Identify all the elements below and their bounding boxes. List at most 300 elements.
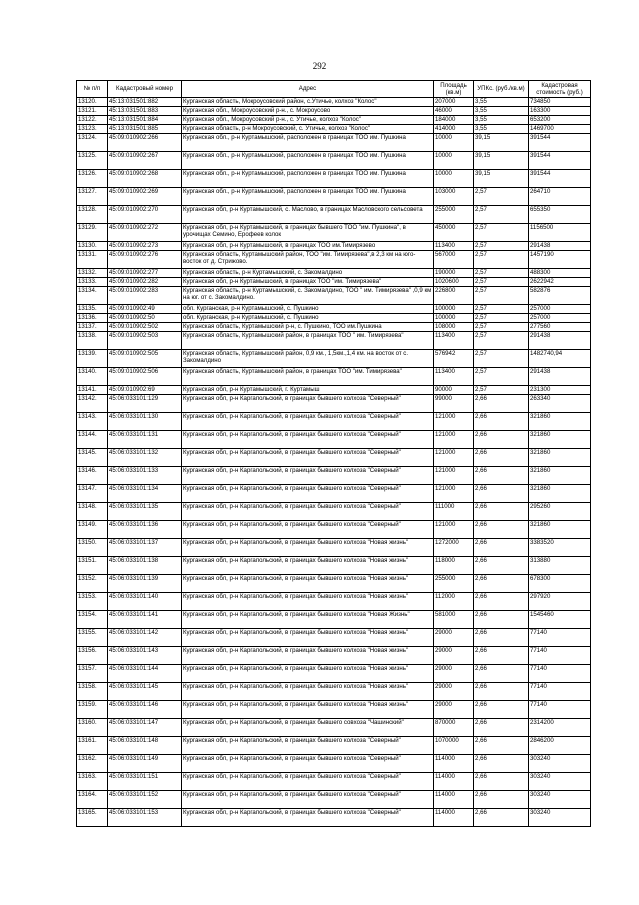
row-number: 13126. <box>77 170 108 188</box>
upks: 2,66 <box>474 449 529 467</box>
table-row <box>77 557 591 575</box>
row-number: 13163. <box>77 773 108 791</box>
table-row <box>77 251 591 269</box>
address: Курганская обл, р-н Каргапольский, в границах бывшего колхоза "Новая жизнь" <box>182 683 434 701</box>
table-row <box>77 611 591 629</box>
cadastral-number: 45:06:033101:143 <box>108 647 182 665</box>
area: 114000 <box>434 809 474 827</box>
table-row <box>77 368 591 386</box>
cadastral-number: 45:06:033101:129 <box>108 395 182 413</box>
upks: 2,57 <box>474 251 529 269</box>
cadastral-number: 45:06:033101:149 <box>108 755 182 773</box>
cadastral-number: 45:09:010902:503 <box>108 332 182 350</box>
address: Курганская обл, р-н Каргапольский, в границах бывшего колхоза "Северный" <box>182 737 434 755</box>
table-row <box>77 395 591 413</box>
cadastral-number: 45:13:031501:883 <box>108 107 182 116</box>
table-row <box>77 278 591 287</box>
cadastral-cost: 734850 <box>529 98 591 107</box>
area: 414000 <box>434 125 474 134</box>
table-row <box>77 170 591 188</box>
address: Курганская область, Куртамышский р-н, с. Пушкино, ТОО им.Пушкина <box>182 323 434 332</box>
table-row <box>77 206 591 224</box>
table-row <box>77 791 591 809</box>
row-number: 13146. <box>77 467 108 485</box>
address: Курганская обл, р-н Каргапольский, в границах бывшего колхоза "Новая жизнь" <box>182 593 434 611</box>
cadastral-cost: 77140 <box>529 683 591 701</box>
cadastral-number: 45:09:010902:270 <box>108 206 182 224</box>
upks: 3,55 <box>474 98 529 107</box>
cadastral-number: 45:06:033101:141 <box>108 611 182 629</box>
table-row <box>77 683 591 701</box>
cadastral-cost: 77140 <box>529 647 591 665</box>
row-number: 13157. <box>77 665 108 683</box>
row-number: 13139. <box>77 350 108 368</box>
upks: 2,57 <box>474 368 529 386</box>
upks: 3,55 <box>474 107 529 116</box>
upks: 2,66 <box>474 791 529 809</box>
table-row <box>77 413 591 431</box>
area: 10000 <box>434 134 474 152</box>
table-row <box>77 134 591 152</box>
address: Курганская обл, р-н Каргапольский, в границах бывшего колхоза "Северный" <box>182 395 434 413</box>
cadastral-number: 45:06:033101:144 <box>108 665 182 683</box>
row-number: 13158. <box>77 683 108 701</box>
area: 29000 <box>434 701 474 719</box>
upks: 2,57 <box>474 188 529 206</box>
cadastral-cost: 303240 <box>529 755 591 773</box>
table-row <box>77 647 591 665</box>
cadastral-cost: 313880 <box>529 557 591 575</box>
cadastral-number: 45:09:010902:506 <box>108 368 182 386</box>
table-row <box>77 188 591 206</box>
cadastral-cost: 655350 <box>529 206 591 224</box>
cadastral-cost: 303240 <box>529 791 591 809</box>
area: 29000 <box>434 665 474 683</box>
area: 114000 <box>434 755 474 773</box>
cadastral-cost: 321860 <box>529 485 591 503</box>
table-row <box>77 737 591 755</box>
cadastral-number: 45:06:033101:145 <box>108 683 182 701</box>
table-row <box>77 449 591 467</box>
cadastral-number: 45:06:033101:137 <box>108 539 182 557</box>
row-number: 13123. <box>77 125 108 134</box>
area: 255000 <box>434 575 474 593</box>
address: Курганская обл, р-н Каргапольский, в границах бывшего колхоза "Северный" <box>182 485 434 503</box>
row-number: 13132. <box>77 269 108 278</box>
area: 576942 <box>434 350 474 368</box>
row-number: 13152. <box>77 575 108 593</box>
upks: 2,57 <box>474 269 529 278</box>
area: 114000 <box>434 773 474 791</box>
address: Курганская обл, р-н Куртамышский, с. Маслово, в границах Масловского сельсовета <box>182 206 434 224</box>
area: 121000 <box>434 485 474 503</box>
area: 113400 <box>434 332 474 350</box>
address: Курганская обл, р-н Каргапольский, в границах бывшего колхоза "Северный" <box>182 431 434 449</box>
upks: 2,66 <box>474 431 529 449</box>
upks: 2,66 <box>474 521 529 539</box>
row-number: 13151. <box>77 557 108 575</box>
area: 111000 <box>434 503 474 521</box>
address: Курганская обл, р-н Каргапольский, в границах бывшего колхоза "Новая жизнь" <box>182 557 434 575</box>
cadastral-cost: 297920 <box>529 593 591 611</box>
table-row <box>77 521 591 539</box>
upks: 39,15 <box>474 170 529 188</box>
area: 118000 <box>434 557 474 575</box>
cadastral-cost: 163300 <box>529 107 591 116</box>
row-number: 13156. <box>77 647 108 665</box>
cadastral-table <box>76 80 591 827</box>
cadastral-cost: 303240 <box>529 809 591 827</box>
cadastral-cost: 277560 <box>529 323 591 332</box>
area: 226800 <box>434 287 474 305</box>
row-number: 13149. <box>77 521 108 539</box>
row-number: 13125. <box>77 152 108 170</box>
address: Курганская обл., р-н Куртамышский, расположен в границах ТОО им. Пушкина <box>182 188 434 206</box>
area: 112000 <box>434 593 474 611</box>
address: Курганская область, р-н Куртамышский, с. Закомалдино, ТОО " им. Тимирязева" ,0,9 км на юг. от с. Закомалдино. <box>182 287 434 305</box>
cadastral-cost: 2622942 <box>529 278 591 287</box>
upks: 39,15 <box>474 152 529 170</box>
cadastral-cost: 321860 <box>529 431 591 449</box>
upks: 2,66 <box>474 485 529 503</box>
address: Курганская обл, р-н Куртамышский, г. Куртамыш <box>182 386 434 395</box>
cadastral-cost: 264710 <box>529 188 591 206</box>
cadastral-number: 45:06:033101:133 <box>108 467 182 485</box>
address: Курганская обл, р-н Каргапольский, в границах бывшего колхоза "Новая жизнь" <box>182 647 434 665</box>
address: обл. Курганская, р-н Куртамышский, с. Пушкино <box>182 305 434 314</box>
cadastral-cost: 488300 <box>529 269 591 278</box>
cadastral-number: 45:06:033101:139 <box>108 575 182 593</box>
table-row <box>77 467 591 485</box>
cadastral-cost: 291438 <box>529 332 591 350</box>
cadastral-cost: 1545460 <box>529 611 591 629</box>
row-number: 13153. <box>77 593 108 611</box>
row-number: 13161. <box>77 737 108 755</box>
upks: 2,57 <box>474 332 529 350</box>
address: Курганская область, Мокроусовский район, с.Утичье, колхоз "Колос" <box>182 98 434 107</box>
address: Курганская обл, р-н Каргапольский, в границах бывшего колхоза "Новая Жизнь" <box>182 611 434 629</box>
area: 99000 <box>434 395 474 413</box>
upks: 2,66 <box>474 593 529 611</box>
table-row <box>77 665 591 683</box>
address: Курганская обл, р-н Куртамышский, в границах ТОО им.Тимирязево <box>182 242 434 251</box>
upks: 2,57 <box>474 323 529 332</box>
cadastral-number: 45:13:031501:882 <box>108 98 182 107</box>
cadastral-cost: 1156500 <box>529 224 591 242</box>
row-number: 13147. <box>77 485 108 503</box>
cadastral-number: 45:09:010902:69 <box>108 386 182 395</box>
area: 207000 <box>434 98 474 107</box>
upks: 2,66 <box>474 629 529 647</box>
area: 100000 <box>434 305 474 314</box>
row-number: 13164. <box>77 791 108 809</box>
table-row <box>77 242 591 251</box>
area: 100000 <box>434 314 474 323</box>
row-number: 13159. <box>77 701 108 719</box>
table-row <box>77 755 591 773</box>
upks: 2,66 <box>474 737 529 755</box>
table-row <box>77 503 591 521</box>
upks: 2,66 <box>474 701 529 719</box>
cadastral-cost: 321860 <box>529 521 591 539</box>
row-number: 13143. <box>77 413 108 431</box>
address: Курганская обл, р-н Каргапольский, в границах бывшего колхоза "Новая жизнь" <box>182 539 434 557</box>
cadastral-number: 45:09:010902:266 <box>108 134 182 152</box>
area: 121000 <box>434 431 474 449</box>
cadastral-number: 45:06:033101:134 <box>108 485 182 503</box>
address: Курганская обл, р-н Каргапольский, в границах бывшего колхоза "Северный" <box>182 521 434 539</box>
cadastral-cost: 391544 <box>529 170 591 188</box>
upks: 2,57 <box>474 386 529 395</box>
cadastral-cost: 257000 <box>529 314 591 323</box>
address: Курганская обл, р-н Каргапольский, в границах бывшего совхоза "Чашинский" <box>182 719 434 737</box>
table-row <box>77 350 591 368</box>
area: 190000 <box>434 269 474 278</box>
table-row <box>77 485 591 503</box>
row-number: 13148. <box>77 503 108 521</box>
cadastral-number: 45:09:010902:505 <box>108 350 182 368</box>
cadastral-cost: 295260 <box>529 503 591 521</box>
cadastral-number: 45:09:010902:268 <box>108 170 182 188</box>
row-number: 13133. <box>77 278 108 287</box>
table-row <box>77 593 591 611</box>
row-number: 13140. <box>77 368 108 386</box>
address: Курганская обл, р-н Каргапольский, в границах бывшего колхоза "Северный" <box>182 791 434 809</box>
area: 121000 <box>434 521 474 539</box>
table-row <box>77 539 591 557</box>
cadastral-number: 45:06:033101:147 <box>108 719 182 737</box>
area: 121000 <box>434 449 474 467</box>
cadastral-cost: 263340 <box>529 395 591 413</box>
upks: 39,15 <box>474 134 529 152</box>
address: Курганская обл, р-н Каргапольский, в границах бывшего колхоза "Новая жизнь" <box>182 575 434 593</box>
area: 121000 <box>434 467 474 485</box>
address: Курганская обл., Мокроусовский р-н., с. Утичье, колхоз "Колос" <box>182 116 434 125</box>
upks: 2,66 <box>474 413 529 431</box>
upks: 2,57 <box>474 278 529 287</box>
address: Курганская область, Куртамышский район, 0,9 км., 1,5км.,1,4 км. на восток от с. Закомалдино <box>182 350 434 368</box>
header-cadastral: Кадастровый номер <box>108 81 182 98</box>
address: Курганская обл, р-н Каргапольский, в границах бывшего колхоза "Северный" <box>182 413 434 431</box>
cadastral-number: 45:09:010902:50 <box>108 314 182 323</box>
upks: 2,57 <box>474 287 529 305</box>
area: 29000 <box>434 647 474 665</box>
table-body <box>77 98 591 827</box>
row-number: 13137. <box>77 323 108 332</box>
upks: 2,66 <box>474 773 529 791</box>
row-number: 13134. <box>77 287 108 305</box>
cadastral-cost: 678300 <box>529 575 591 593</box>
cadastral-number: 45:09:010902:267 <box>108 152 182 170</box>
row-number: 13141. <box>77 386 108 395</box>
address: Курганская область, Куртамышский район, в границах ТОО "им. Тимирязева" <box>182 368 434 386</box>
area: 10000 <box>434 152 474 170</box>
row-number: 13120. <box>77 98 108 107</box>
area: 29000 <box>434 629 474 647</box>
cadastral-number: 45:09:010902:277 <box>108 269 182 278</box>
upks: 2,66 <box>474 611 529 629</box>
cadastral-cost: 1469700 <box>529 125 591 134</box>
cadastral-number: 45:09:010902:282 <box>108 278 182 287</box>
cadastral-number: 45:06:033101:138 <box>108 557 182 575</box>
area: 113400 <box>434 368 474 386</box>
cadastral-cost: 77140 <box>529 701 591 719</box>
cadastral-number: 45:09:010902:272 <box>108 224 182 242</box>
cadastral-number: 45:06:033101:151 <box>108 773 182 791</box>
cadastral-number: 45:06:033101:153 <box>108 809 182 827</box>
cadastral-cost: 653200 <box>529 116 591 125</box>
address: Курганская обл, р-н Каргапольский, в границах бывшего колхоза "Северный" <box>182 449 434 467</box>
upks: 2,57 <box>474 224 529 242</box>
row-number: 13154. <box>77 611 108 629</box>
cadastral-cost: 303240 <box>529 773 591 791</box>
cadastral-number: 45:06:033101:152 <box>108 791 182 809</box>
cadastral-cost: 391544 <box>529 152 591 170</box>
upks: 2,66 <box>474 665 529 683</box>
table-row <box>77 323 591 332</box>
area: 29000 <box>434 683 474 701</box>
cadastral-cost: 77140 <box>529 665 591 683</box>
row-number: 13136. <box>77 314 108 323</box>
area: 103000 <box>434 188 474 206</box>
upks: 2,57 <box>474 350 529 368</box>
upks: 2,66 <box>474 755 529 773</box>
cadastral-number: 45:09:010902:273 <box>108 242 182 251</box>
address: Курганская обл, р-н Каргапольский, в границах бывшего колхоза "Северный" <box>182 755 434 773</box>
upks: 2,66 <box>474 719 529 737</box>
area: 255000 <box>434 206 474 224</box>
address: Курганская область, Куртамышский район, в границах ТОО " им. Тимирязева" <box>182 332 434 350</box>
area: 870000 <box>434 719 474 737</box>
address: Курганская область, р-н Мокроусовский, с. Утичье, колхоз "Колос" <box>182 125 434 134</box>
area: 121000 <box>434 413 474 431</box>
address: Курганская обл, р-н Каргапольский, в границах бывшего колхоза "Северный" <box>182 467 434 485</box>
row-number: 13129. <box>77 224 108 242</box>
address: Курганская обл, р-н Каргапольский, в границах бывшего колхоза "Северный" <box>182 773 434 791</box>
cadastral-number: 45:13:031501:885 <box>108 125 182 134</box>
upks: 2,66 <box>474 539 529 557</box>
cadastral-cost: 391544 <box>529 134 591 152</box>
cadastral-cost: 291438 <box>529 242 591 251</box>
table-row <box>77 773 591 791</box>
cadastral-number: 45:13:031501:884 <box>108 116 182 125</box>
row-number: 13165. <box>77 809 108 827</box>
row-number: 13162. <box>77 755 108 773</box>
cadastral-number: 45:06:033101:135 <box>108 503 182 521</box>
table-row <box>77 152 591 170</box>
cadastral-cost: 77140 <box>529 629 591 647</box>
row-number: 13130. <box>77 242 108 251</box>
cadastral-number: 45:06:033101:146 <box>108 701 182 719</box>
row-number: 13124. <box>77 134 108 152</box>
row-number: 13150. <box>77 539 108 557</box>
upks: 2,66 <box>474 809 529 827</box>
cadastral-cost: 291438 <box>529 368 591 386</box>
table-row <box>77 431 591 449</box>
address: Курганская обл., Мокроусовский р-н., с. Мокроусово <box>182 107 434 116</box>
table-row <box>77 719 591 737</box>
cadastral-cost: 321860 <box>529 413 591 431</box>
row-number: 13155. <box>77 629 108 647</box>
cadastral-number: 45:06:033101:140 <box>108 593 182 611</box>
header-upks: УПКс. (руб./кв.м) <box>474 81 529 98</box>
area: 90000 <box>434 386 474 395</box>
address: Курганская обл, р-н Каргапольский, в границах бывшего колхоза "Новая жизнь" <box>182 701 434 719</box>
table-row <box>77 125 591 134</box>
area: 184000 <box>434 116 474 125</box>
area: 113400 <box>434 242 474 251</box>
table-row <box>77 269 591 278</box>
row-number: 13135. <box>77 305 108 314</box>
cadastral-number: 45:06:033101:142 <box>108 629 182 647</box>
row-number: 13142. <box>77 395 108 413</box>
cadastral-number: 45:06:033101:131 <box>108 431 182 449</box>
area: 108000 <box>434 323 474 332</box>
row-number: 13138. <box>77 332 108 350</box>
address: Курганская обл., р-н Куртамышский, расположен в границах ТОО им. Пушкина <box>182 170 434 188</box>
address: Курганская обл, р-н Каргапольский, в границах бывшего колхоза "Новая жизнь" <box>182 629 434 647</box>
upks: 3,55 <box>474 116 529 125</box>
address: Курганская область, р-н Куртамышский, с. Закомалдино <box>182 269 434 278</box>
upks: 2,57 <box>474 305 529 314</box>
table-row <box>77 224 591 242</box>
area: 46000 <box>434 107 474 116</box>
table-row <box>77 332 591 350</box>
table-row <box>77 287 591 305</box>
area: 450000 <box>434 224 474 242</box>
row-number: 13145. <box>77 449 108 467</box>
cadastral-cost: 321860 <box>529 467 591 485</box>
header-address: Адрес <box>182 81 434 98</box>
address: Курганская обл., р-н Куртамышский, расположен в границах ТОО им. Пушкина <box>182 152 434 170</box>
cadastral-cost: 3383520 <box>529 539 591 557</box>
row-number: 13128. <box>77 206 108 224</box>
table-row <box>77 107 591 116</box>
header-cost: Кадастровая стоимость (руб.) <box>529 81 591 98</box>
upks: 3,55 <box>474 125 529 134</box>
table-row <box>77 314 591 323</box>
table-row <box>77 701 591 719</box>
cadastral-cost: 2846200 <box>529 737 591 755</box>
address: Курганская обл., р-н Куртамышский, расположен в границах ТОО им. Пушкина <box>182 134 434 152</box>
table-row <box>77 386 591 395</box>
upks: 2,66 <box>474 557 529 575</box>
address: Курганская обл, р-н Куртамышский, в границах бывшего ТОО "им. Пушкина", в урочищах Семино, Ерофеев колок <box>182 224 434 242</box>
header-num: № п/п <box>77 81 108 98</box>
table-row <box>77 305 591 314</box>
cadastral-number: 45:09:010902:49 <box>108 305 182 314</box>
cadastral-number: 45:09:010902:269 <box>108 188 182 206</box>
cadastral-cost: 1457190 <box>529 251 591 269</box>
row-number: 13131. <box>77 251 108 269</box>
cadastral-cost: 257000 <box>529 305 591 314</box>
address: Курганская обл, р-н Каргапольский, в границах бывшего колхоза "Северный" <box>182 809 434 827</box>
upks: 2,66 <box>474 467 529 485</box>
area: 567000 <box>434 251 474 269</box>
row-number: 13121. <box>77 107 108 116</box>
row-number: 13144. <box>77 431 108 449</box>
upks: 2,66 <box>474 683 529 701</box>
area: 114000 <box>434 791 474 809</box>
upks: 2,57 <box>474 242 529 251</box>
upks: 2,66 <box>474 503 529 521</box>
address: обл. Курганская, р-н Куртамышский, с. Пушкино <box>182 314 434 323</box>
cadastral-cost: 2314200 <box>529 719 591 737</box>
row-number: 13122. <box>77 116 108 125</box>
upks: 2,66 <box>474 575 529 593</box>
address: Курганская обл, р-н Каргапольский, в границах бывшего колхоза "Новая жизнь" <box>182 665 434 683</box>
table-header-row <box>77 81 591 98</box>
